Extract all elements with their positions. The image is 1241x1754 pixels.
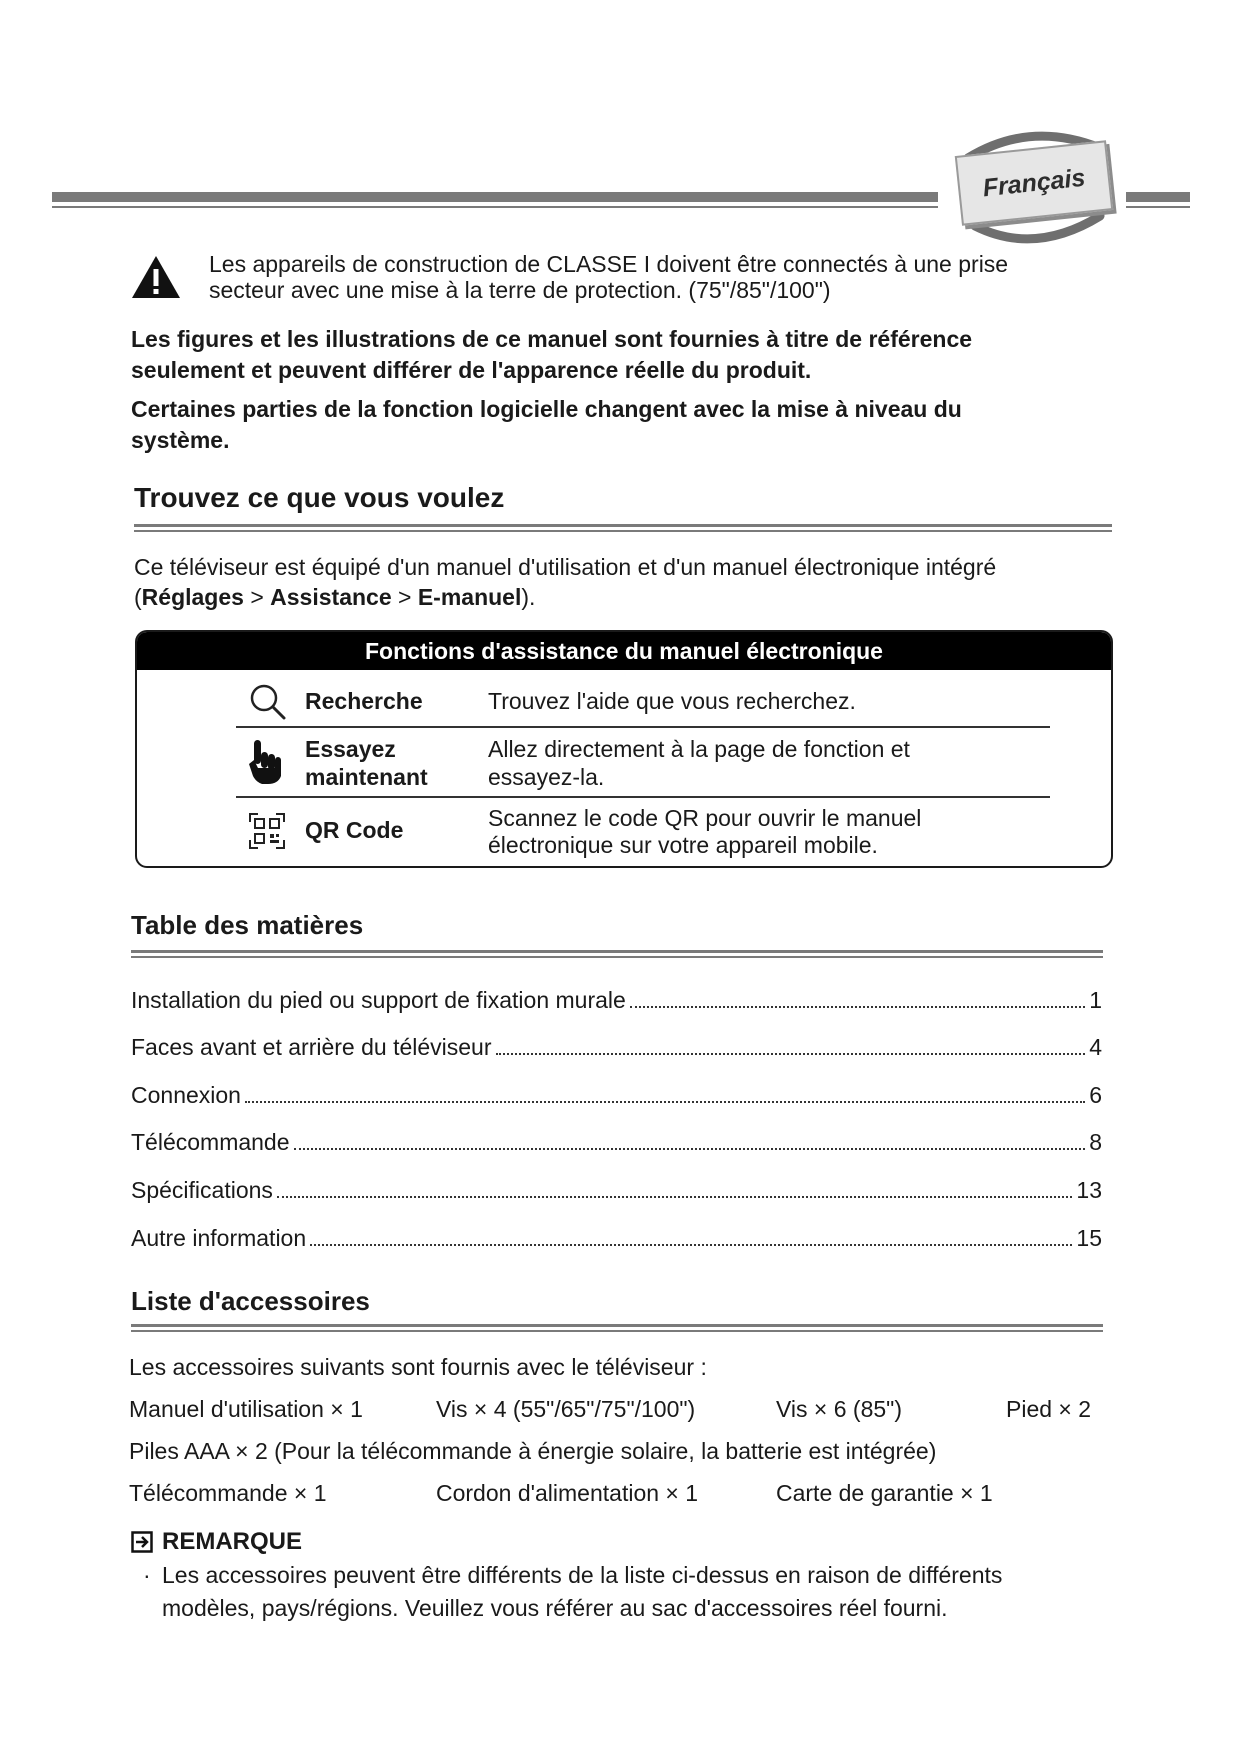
- accessory-item: Vis × 4 (55"/65"/75"/100"): [436, 1396, 696, 1422]
- toc-item[interactable]: [131, 1129, 1102, 1156]
- feature-name-qr: QR Code: [305, 817, 404, 843]
- accessories-title: Liste d'accessoires: [131, 1286, 370, 1316]
- header-rule-right-thin: [1126, 206, 1190, 208]
- toc-leader-dots: [630, 1006, 1085, 1008]
- feature-desc-try-line2: essayez-la.: [488, 764, 605, 790]
- qr-code-icon: [248, 812, 286, 850]
- toc-item-page: 13: [1076, 1177, 1102, 1203]
- toc-title: Table des matières: [131, 910, 364, 940]
- toc-leader-dots: [294, 1148, 1086, 1150]
- find-section-title: Trouvez ce que vous voulez: [134, 482, 505, 513]
- toc-leader-dots: [245, 1101, 1085, 1103]
- path-sep-1: >: [243, 584, 271, 610]
- toc-item-label: Installation du pied ou support de fixation murale: [131, 987, 626, 1013]
- notice-paragraph-2-line1: Certaines parties de la fonction logicielle changent avec la mise à niveau du: [131, 396, 962, 422]
- accessories-rule-1: [131, 1324, 1103, 1327]
- feature-divider-2: [236, 796, 1050, 798]
- toc-rule-1: [131, 950, 1103, 953]
- feature-desc-search: Trouvez l'aide que vous recherchez.: [488, 688, 856, 714]
- warning-text-line2: secteur avec une mise à la terre de protection. (75"/85"/100"): [209, 277, 831, 303]
- toc-item-label: Télécommande: [131, 1129, 290, 1155]
- warning-text-line1: Les appareils de construction de CLASSE I doivent être connectés à une prise: [209, 251, 1009, 277]
- accessory-item: Cordon d'alimentation × 1: [436, 1480, 699, 1506]
- notice-paragraph-2-line2: système.: [131, 427, 230, 453]
- notice-paragraph-1-line2: seulement et peuvent différer de l'apparence réelle du produit.: [131, 357, 812, 383]
- accessories-intro: Les accessoires suivants sont fournis avec le téléviseur :: [129, 1354, 707, 1380]
- toc-item-label: Autre information: [131, 1225, 307, 1251]
- remark-title: REMARQUE: [162, 1528, 303, 1555]
- warning-icon: [130, 254, 182, 300]
- remark-bullet: ·: [143, 1562, 151, 1588]
- toc-item-label: Faces avant et arrière du téléviseur: [131, 1034, 492, 1060]
- accessory-item: Piles AAA × 2 (Pour la télécommande à énergie solaire, la batterie est intégrée): [129, 1438, 937, 1464]
- toc-item[interactable]: [131, 1082, 1102, 1109]
- toc-item-label: Spécifications: [131, 1177, 273, 1203]
- path-settings: Réglages: [141, 584, 244, 610]
- accessory-item: Télécommande × 1: [129, 1480, 327, 1506]
- search-icon: [248, 682, 288, 722]
- toc-item-page: 4: [1089, 1034, 1102, 1060]
- toc-item-page: 1: [1089, 987, 1102, 1013]
- remark-text-line1: Les accessoires peuvent être différents de la liste ci-dessus en raison de différents: [162, 1562, 1003, 1588]
- toc-item-label: Connexion: [131, 1082, 241, 1108]
- toc-item[interactable]: [131, 1034, 1102, 1061]
- remark-text-line2: modèles, pays/régions. Veuillez vous référer au sac d'accessoires réel fourni.: [162, 1595, 948, 1621]
- find-section-rule-2: [134, 530, 1112, 532]
- toc-item[interactable]: [131, 1225, 1102, 1252]
- feature-desc-qr-line2: électronique sur votre appareil mobile.: [488, 832, 878, 858]
- feature-name-try-line2: maintenant: [305, 764, 428, 790]
- toc-rule-2: [131, 956, 1103, 958]
- notice-paragraph-1-line1: Les figures et les illustrations de ce manuel sont fournies à titre de référence: [131, 326, 973, 352]
- toc-leader-dots: [310, 1244, 1072, 1246]
- path-close: ).: [521, 584, 536, 610]
- accessory-item: Pied × 2: [1006, 1396, 1092, 1422]
- accessory-item: Carte de garantie × 1: [776, 1480, 993, 1506]
- feature-desc-try-line1: Allez directement à la page de fonction et: [488, 736, 910, 762]
- path-emanual: E-manuel: [417, 584, 522, 610]
- language-badge: Français: [955, 140, 1113, 226]
- toc-item[interactable]: [131, 987, 1102, 1014]
- toc-item-page: 15: [1076, 1225, 1102, 1251]
- find-intro-line2: [134, 584, 535, 611]
- path-sep-2: >: [391, 584, 418, 610]
- feature-name-try-line1: Essayez: [305, 736, 396, 762]
- feature-divider-1: [236, 726, 1050, 728]
- toc-item-page: 8: [1089, 1129, 1102, 1155]
- emanual-features-title: Fonctions d'assistance du manuel électronique: [137, 632, 1111, 670]
- toc-item-page: 6: [1089, 1082, 1102, 1108]
- toc-item[interactable]: [131, 1177, 1102, 1204]
- accessory-item: Manuel d'utilisation × 1: [129, 1396, 363, 1422]
- header-rule-left-thin: [52, 206, 938, 208]
- path-open: (: [134, 584, 142, 610]
- feature-desc-qr-line1: Scannez le code QR pour ouvrir le manuel: [488, 805, 922, 831]
- feature-name-search: Recherche: [305, 688, 423, 714]
- accessories-rule-2: [131, 1330, 1103, 1332]
- hand-pointer-icon: [248, 738, 284, 786]
- find-section-rule-1: [134, 524, 1112, 527]
- find-intro-line1: Ce téléviseur est équipé d'un manuel d'utilisation et d'un manuel électronique intégré: [134, 554, 997, 580]
- header-rule-right: [1126, 192, 1190, 202]
- accessory-item: Vis × 6 (85"): [776, 1396, 902, 1422]
- header-rule-left: [52, 192, 938, 202]
- toc-leader-dots: [277, 1196, 1072, 1198]
- note-icon: [131, 1531, 153, 1553]
- toc-leader-dots: [496, 1053, 1086, 1055]
- path-assistance: Assistance: [270, 584, 392, 610]
